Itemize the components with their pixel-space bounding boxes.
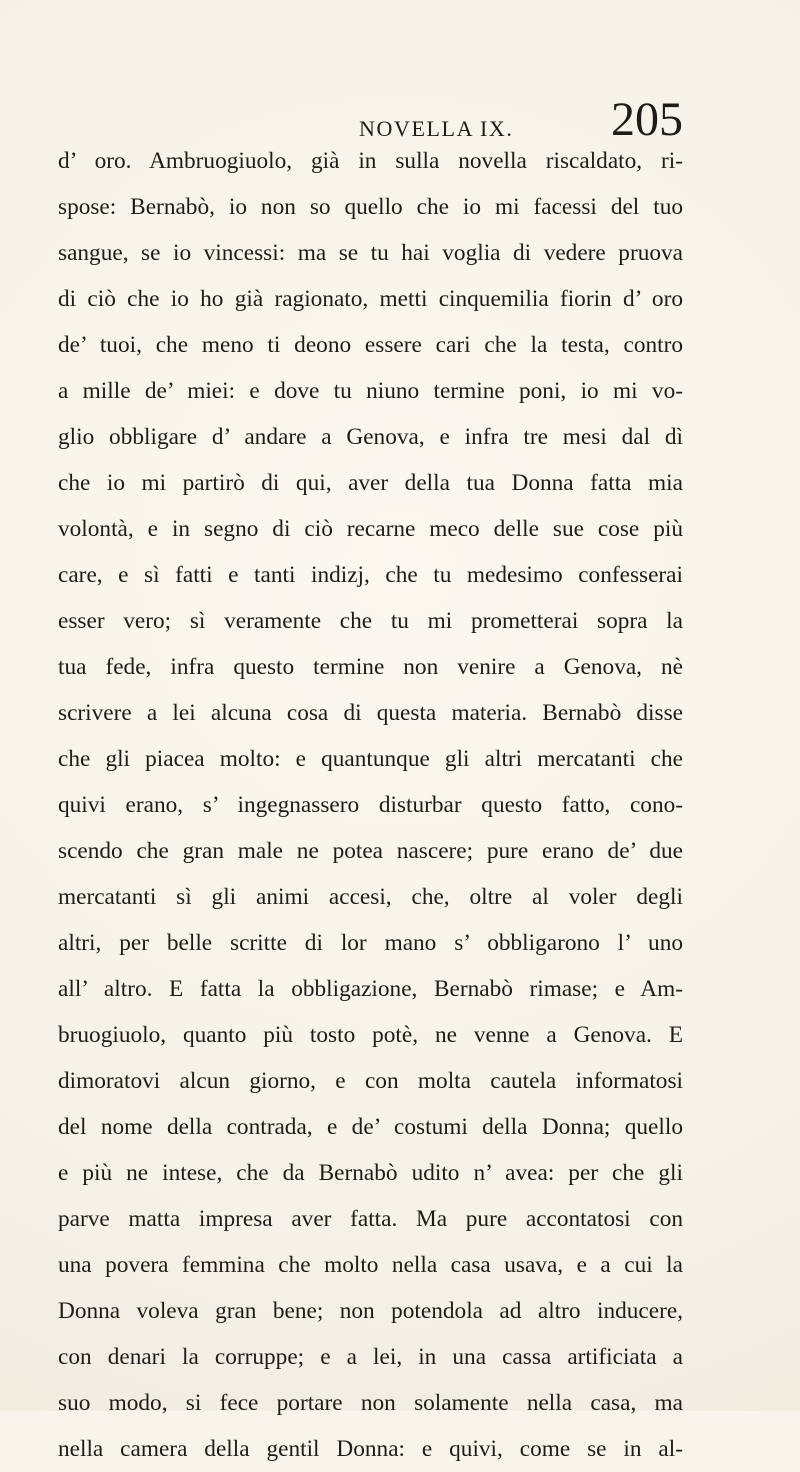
text-line: mercatanti sì gli animi accesi, che, oltre al voler degli	[58, 884, 683, 910]
text-line: spose: Bernabò, io non so quello che io mi facessi del tuo	[58, 194, 683, 220]
text-line: che gli piacea molto: e quantunque gli altri mercatanti che	[58, 746, 683, 772]
text-line: con denari la corruppe; e a lei, in una cassa artificiata a	[58, 1344, 683, 1370]
text-line: scrivere a lei alcuna cosa di questa materia. Bernabò disse	[58, 700, 683, 726]
text-line: scendo che gran male ne potea nascere; pure erano de’ due	[58, 838, 683, 864]
text-line: tua fede, infra questo termine non venire a Genova, nè	[58, 654, 683, 680]
text-line: glio obbligare d’ andare a Genova, e infra tre mesi dal dì	[58, 424, 683, 450]
running-title: NOVELLA IX.	[359, 116, 514, 141]
text-line: quivi erano, s’ ingegnassero disturbar questo fatto, cono-	[58, 792, 683, 818]
text-line: del nome della contrada, e de’ costumi della Donna; quello	[58, 1114, 683, 1140]
text-line: nella camera della gentil Donna: e quivi, come se in al-	[58, 1436, 683, 1462]
page-number: 205	[611, 93, 683, 146]
text-line: volontà, e in segno di ciò recarne meco delle sue cose più	[58, 516, 683, 542]
text-line: d’ oro. Ambruogiuolo, già in sulla novella riscaldato, ri-	[58, 148, 683, 174]
text-line: de’ tuoi, che meno ti deono essere cari che la testa, contro	[58, 332, 683, 358]
text-line: bruogiuolo, quanto più tosto potè, ne venne a Genova. E	[58, 1022, 683, 1048]
text-line: suo modo, si fece portare non solamente nella casa, ma	[58, 1390, 683, 1416]
body-text	[58, 138, 683, 1472]
text-line: parve matta impresa aver fatta. Ma pure accontatosi con	[58, 1206, 683, 1232]
text-line: a mille de’ miei: e dove tu niuno termine poni, io mi vo-	[58, 378, 683, 404]
text-line: all’ altro. E fatta la obbligazione, Bernabò rimase; e Am-	[58, 976, 683, 1002]
text-line: Donna voleva gran bene; non potendola ad altro inducere,	[58, 1298, 683, 1324]
text-line: di ciò che io ho già ragionato, metti cinquemilia fiorin d’ oro	[58, 286, 683, 312]
text-line: una povera femmina che molto nella casa usava, e a cui la	[58, 1252, 683, 1278]
text-line: dimoratovi alcun giorno, e con molta cautela informatosi	[58, 1068, 683, 1094]
text-line: sangue, se io vincessi: ma se tu hai voglia di vedere pruova	[58, 240, 683, 266]
text-line: che io mi partirò di qui, aver della tua Donna fatta mia	[58, 470, 683, 496]
text-line: e più ne intese, che da Bernabò udito n’ avea: per che gli	[58, 1160, 683, 1186]
text-line: care, e sì fatti e tanti indizj, che tu medesimo confesserai	[58, 562, 683, 588]
text-line: esser vero; sì veramente che tu mi prometterai sopra la	[58, 608, 683, 634]
text-line: altri, per belle scritte di lor mano s’ obbligarono l’ uno	[58, 930, 683, 956]
